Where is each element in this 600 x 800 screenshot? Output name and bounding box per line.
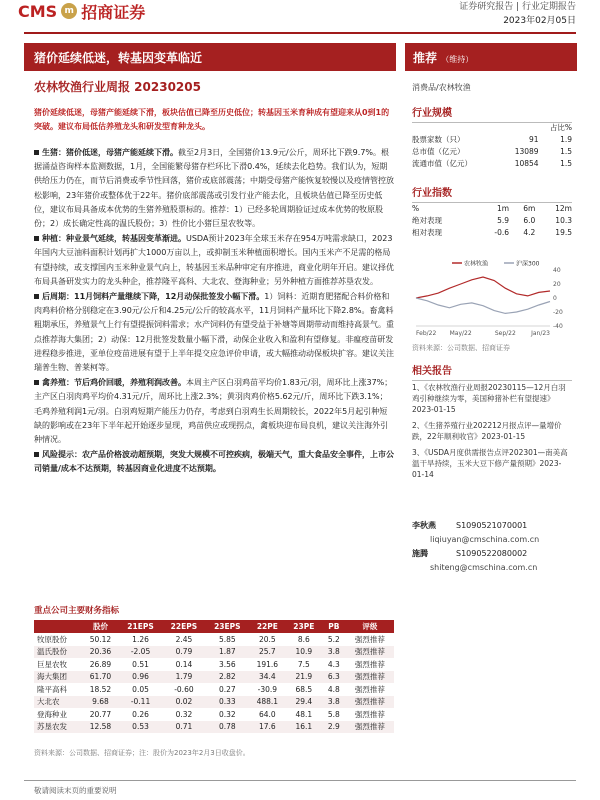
analyst-name: 施腾 bbox=[412, 549, 428, 558]
report-link[interactable]: 2、《生猪养殖行业202212月报点评—量增价跌，22年顺利收官》2023-01-15 bbox=[412, 421, 562, 441]
table-cell: 1.87 bbox=[206, 646, 249, 659]
company-name: 大北农 bbox=[34, 696, 82, 709]
y-tick-label: -40 bbox=[553, 323, 563, 330]
bullet-icon bbox=[34, 380, 39, 385]
table-header-row bbox=[412, 202, 572, 214]
report-link[interactable]: 1、《农林牧渔行业周报20230115—12月白羽鸡引种继续为零，美国种猪补栏有望提速》2023-01-15 bbox=[412, 383, 566, 414]
analyst-email[interactable]: shiteng@cmschina.com.cn bbox=[430, 563, 538, 572]
table-row bbox=[34, 696, 394, 709]
scale-title: 行业规模 bbox=[412, 104, 572, 123]
paragraph bbox=[34, 376, 394, 447]
table-header: PB bbox=[322, 620, 346, 633]
rating-label: 推荐 bbox=[413, 51, 438, 65]
table-cell: 1.26 bbox=[132, 634, 149, 644]
chart-source: 资料来源：公司数据、招商证券 bbox=[412, 344, 510, 352]
table-cell: 3.8 bbox=[322, 696, 346, 709]
table-cell: 6.3 bbox=[322, 671, 346, 684]
table-cell: 0.14 bbox=[175, 659, 193, 669]
company-name: 巨星农牧 bbox=[37, 659, 67, 669]
table-cell: 20.77 bbox=[89, 709, 112, 719]
table-cell: 34.4 bbox=[249, 671, 286, 684]
company-name: 海大集团 bbox=[34, 671, 82, 684]
table-cell: 1.79 bbox=[162, 671, 205, 684]
broker-logo bbox=[18, 0, 218, 22]
reports-title: 相关报告 bbox=[412, 362, 572, 381]
bullet-icon bbox=[34, 150, 39, 155]
paragraph-lead: 风险提示：农产品价格波动超预期，突发大规模不可控疾病，极端天气，重大食品安全事件，上市公司销量/成本不达预期，转基因商业化进度不达预期。 bbox=[34, 450, 394, 474]
rating-box bbox=[405, 43, 577, 71]
index-label: 相对表现 bbox=[412, 227, 442, 237]
analyst-cert: S1090521070001 bbox=[456, 521, 528, 530]
index-header: 1m bbox=[496, 203, 510, 213]
table-cell: 0.78 bbox=[206, 721, 249, 734]
report-link[interactable]: 3、《USDA月度供需报告点评202301—南美高温干旱持续，玉米大豆下修产量预期》2023-01-14 bbox=[412, 448, 568, 479]
scale-pct: 1.5 bbox=[560, 146, 572, 156]
analyst-name: 李秋燕 bbox=[412, 521, 436, 530]
index-chart bbox=[412, 258, 572, 338]
table-cell: 0.32 bbox=[175, 709, 193, 719]
scale-header-row bbox=[412, 121, 572, 133]
table-row bbox=[412, 226, 572, 238]
paragraph bbox=[34, 448, 394, 476]
index-header: 6m bbox=[523, 203, 536, 213]
paragraph-text: USDA预计2023年全球玉米存在954万吨需求缺口，2023年国内大豆油料面积计划再扩大1000万亩以上，或抑制玉米种植面积增长。国内玉米产不足需的格局有望持续，或支撑国内玉米种业景气向上，转基因玉米品种审定有序推进，商业化明年开启。建议择优布局具备研发实力的龙头种企，推荐隆平高科、大北农、登海种业；另外种植方面推荐苏垦农发。 bbox=[34, 234, 394, 286]
table-cell: 191.6 bbox=[256, 659, 279, 669]
scale-table bbox=[412, 121, 572, 169]
paragraph-lead: 生猪：猪价低迷，母猪产能延续下滑。 bbox=[42, 148, 178, 157]
table-cell: 0.27 bbox=[218, 684, 236, 694]
table-cell: 17.6 bbox=[249, 721, 286, 734]
report-body bbox=[34, 146, 394, 478]
paragraph bbox=[34, 146, 394, 231]
table-header: 23PE bbox=[286, 620, 322, 633]
table-header: 21EPS bbox=[119, 620, 162, 633]
table-cell: 21.9 bbox=[286, 671, 322, 684]
table-cell: 61.70 bbox=[82, 671, 119, 684]
table-row bbox=[34, 721, 394, 734]
y-tick-label: 40 bbox=[553, 267, 561, 274]
bullet-icon bbox=[34, 236, 39, 241]
index-value: 4.2 bbox=[523, 227, 536, 237]
table-cell: -30.9 bbox=[257, 684, 278, 694]
related-reports bbox=[412, 382, 572, 485]
table-cell: 强烈推荐 bbox=[346, 696, 394, 709]
index-header: 12m bbox=[555, 203, 572, 213]
analyst-list bbox=[412, 519, 572, 575]
index-value: -0.6 bbox=[494, 227, 510, 237]
index-label: 绝对表现 bbox=[412, 215, 442, 225]
table-title: 重点公司主要财务指标 bbox=[34, 606, 120, 616]
report-type: 证券研究报告 | 行业定期报告 bbox=[459, 2, 576, 12]
index-header: % bbox=[412, 203, 420, 213]
table-row bbox=[412, 157, 572, 169]
table-cell: 488.1 bbox=[249, 696, 286, 709]
company-name: 苏垦农发 bbox=[34, 721, 82, 734]
table-header: 22EPS bbox=[162, 620, 205, 633]
table-cell: -0.60 bbox=[174, 684, 194, 694]
report-date: 2023年02月05日 bbox=[503, 16, 576, 26]
footer-note: 敬请阅读末页的重要说明 bbox=[34, 786, 117, 795]
series-line bbox=[416, 298, 550, 313]
legend-label: 农林牧渔 bbox=[464, 260, 489, 268]
page-title: 农林牧渔行业周报 20230205 bbox=[34, 80, 201, 94]
x-tick-label: Sep/22 bbox=[494, 330, 516, 337]
logo-badge-icon: m bbox=[61, 3, 77, 19]
table-cell: 0.26 bbox=[132, 709, 149, 719]
index-value: 5.9 bbox=[497, 215, 510, 225]
company-name: 牧原股份 bbox=[37, 634, 67, 644]
x-tick-label: Feb/22 bbox=[416, 330, 437, 337]
table-header-blank bbox=[34, 620, 82, 633]
table-cell: 0.32 bbox=[218, 709, 236, 719]
index-title: 行业指数 bbox=[412, 184, 572, 203]
table-cell: 0.96 bbox=[119, 671, 162, 684]
table-cell: 20.36 bbox=[82, 646, 119, 659]
table-cell: 9.68 bbox=[82, 696, 119, 709]
financial-table bbox=[34, 620, 394, 733]
table-row bbox=[34, 646, 394, 659]
company-name: 登海种业 bbox=[37, 709, 67, 719]
summary-text: 猪价延续低迷，母猪产能延续下滑，板块估值已降至历史低位；转基因玉米育种成有望迎来从0到1的突破。建议布局低估养殖龙头和研发型育种龙头。 bbox=[34, 108, 390, 131]
y-tick-label: 0 bbox=[553, 295, 557, 302]
table-cell: 29.4 bbox=[286, 696, 322, 709]
table-cell: 0.33 bbox=[206, 696, 249, 709]
table-cell: -2.05 bbox=[119, 646, 162, 659]
table-row bbox=[34, 708, 394, 721]
series-line bbox=[416, 277, 550, 298]
bullet-icon bbox=[34, 452, 39, 457]
logo-cms-text: CMS bbox=[18, 1, 58, 21]
paragraph-lead: 禽养殖：节后鸡价回暖，养殖利润改善。 bbox=[42, 378, 186, 388]
table-row bbox=[34, 683, 394, 696]
paragraph-text: 本周主产区白羽鸡苗平均价1.83元/羽，周环比上涨37%；主产区白羽肉鸡平均价4.31元/斤，周环比上涨2.3%；黄羽肉鸡价格5.62元/斤，周环比下跌3.1%；毛鸡养殖利润1元/羽。白羽鸡短期产能压力仍存，考虑到白羽鸡生长周期较长，2022年5月起引种短缺的影响或在23年下半年起开始逐步显现，鸡苗供应或现拐点，禽板块迎布局良机，建议关注海外引种情况。 bbox=[34, 378, 393, 445]
bullet-icon bbox=[34, 294, 39, 299]
footer-divider bbox=[24, 780, 576, 781]
table-cell: 强烈推荐 bbox=[354, 684, 385, 694]
table-cell: 16.1 bbox=[286, 721, 322, 734]
table-cell: 7.5 bbox=[297, 659, 310, 669]
index-table bbox=[412, 202, 572, 238]
table-header-row bbox=[34, 620, 394, 633]
table-cell: 2.9 bbox=[322, 721, 346, 734]
table-cell: -0.11 bbox=[119, 696, 162, 709]
table-source: 资料来源：公司数据、招商证券；注：股价为2023年2月3日收盘价。 bbox=[34, 749, 250, 757]
index-value: 10.3 bbox=[555, 215, 572, 225]
analyst-entry bbox=[412, 519, 572, 547]
table-cell: 0.71 bbox=[162, 721, 205, 734]
paragraph-lead: 种植：种业景气延续，转基因变革渐进。 bbox=[42, 234, 186, 244]
table-header: 22PE bbox=[249, 620, 286, 633]
table-cell: 0.02 bbox=[162, 696, 205, 709]
table-cell: 18.52 bbox=[89, 684, 112, 694]
sector-label: 消费品/农林牧渔 bbox=[412, 83, 471, 92]
table-cell: 0.05 bbox=[132, 684, 149, 694]
table-cell: 3.56 bbox=[218, 659, 236, 669]
table-cell: 强烈推荐 bbox=[346, 671, 394, 684]
analyst-email[interactable]: liqiuyan@cmschina.com.cn bbox=[430, 535, 540, 544]
scale-label: 总市值（亿元） bbox=[412, 146, 465, 156]
scale-value: 13089 bbox=[514, 146, 539, 156]
table-row bbox=[34, 658, 394, 671]
table-row bbox=[34, 671, 394, 684]
company-name: 隆平高科 bbox=[37, 684, 67, 694]
index-value: 6.0 bbox=[523, 215, 536, 225]
table-cell: 50.12 bbox=[89, 634, 112, 644]
y-tick-label: 20 bbox=[553, 281, 561, 288]
paragraph-lead: 后周期：11月饲料产量继续下降，12月动保批签发小幅下滑。 bbox=[42, 292, 265, 302]
paragraph-text: 截至2月3日，全国猪价13.9元/公斤，周环比下跌9.7%。根据涌益咨询样本监测数据，1月，全国能繁母猪存栏环比下滑0.4%，延续去化趋势。我们认为，短期供给压力仍在，而节后消费或季节性回落，猪价或底部震荡；中期受母猪产能恢复较慢以及疫情管控放松影响，23年猪价或整体优于22年。猪价底部震荡或引发行业产能去化，且板块估值已降至历史低位，建议布局具备成本优势的生猪养殖股票标的。推荐：1）已经多轮周期验证过成本优势的牧原股份；2）成长确定性高的温氏股份；3）性价比小猪巨星农牧等。 bbox=[34, 148, 394, 229]
table-cell: 5.2 bbox=[327, 634, 340, 644]
paragraph bbox=[34, 290, 394, 375]
company-name: 温氏股份 bbox=[34, 646, 82, 659]
table-row bbox=[34, 633, 394, 646]
table-cell: 强烈推荐 bbox=[346, 721, 394, 734]
analyst-entry bbox=[412, 547, 572, 575]
table-cell: 5.8 bbox=[327, 709, 340, 719]
scale-pct: 1.9 bbox=[560, 134, 572, 144]
scale-value: 91 bbox=[529, 134, 539, 144]
table-cell: 48.1 bbox=[295, 709, 313, 719]
table-cell: 强烈推荐 bbox=[346, 646, 394, 659]
table-cell: 3.8 bbox=[322, 646, 346, 659]
table-cell: 5.85 bbox=[218, 634, 236, 644]
table-header: 评级 bbox=[346, 620, 394, 633]
table-cell: 20.5 bbox=[259, 634, 276, 644]
rating-note: （维持） bbox=[441, 55, 474, 64]
x-tick-label: Jan/23 bbox=[531, 330, 550, 337]
scale-pct: 1.5 bbox=[560, 158, 572, 168]
table-cell: 强烈推荐 bbox=[354, 709, 385, 719]
table-row bbox=[412, 214, 572, 226]
table-cell: 12.58 bbox=[82, 721, 119, 734]
scale-label: 股票家数（只） bbox=[412, 134, 465, 144]
table-header: 23EPS bbox=[206, 620, 249, 633]
paragraph bbox=[34, 232, 394, 289]
header-divider bbox=[24, 32, 576, 34]
table-cell: 4.3 bbox=[327, 659, 340, 669]
table-cell: 强烈推荐 bbox=[354, 634, 385, 644]
table-cell: 4.8 bbox=[327, 684, 340, 694]
scale-label: 流通市值（亿元） bbox=[412, 158, 472, 168]
table-cell: 10.9 bbox=[286, 646, 322, 659]
table-header: 股价 bbox=[82, 620, 119, 633]
scale-pct-header: 占比% bbox=[549, 122, 572, 132]
table-row bbox=[412, 145, 572, 157]
table-cell: 8.6 bbox=[297, 634, 310, 644]
paragraph-text: 1）饲料：近期育肥猪配合料价格和肉鸡料价格分别稳定在3.90元/公斤和4.25元/公斤的较高水平，11月饲料产量环比下降2.8%。畜禽料粗期承压，养殖景气上行有望提振饲料需求；水产饲料仍有望受益于补塘等周期带动而维持高景气。重点推荐海大集团；2）动保：12月批签发数量小幅下滑，动保企业收入和盈利有望修复。非瘟疫苗研发进程稳步推进，亚单位疫苗进展有望于上半年提交应急评价申请，或大幅推动动保板块扩容。建议关注瑞普生物、普莱柯等。 bbox=[34, 292, 394, 373]
analyst-cert: S1090522080002 bbox=[456, 549, 528, 558]
table-cell: 64.0 bbox=[259, 709, 276, 719]
table-cell: 68.5 bbox=[295, 684, 313, 694]
table-cell: 0.53 bbox=[119, 721, 162, 734]
table-cell: 25.7 bbox=[249, 646, 286, 659]
legend-label: 沪深300 bbox=[516, 260, 540, 268]
table-cell: 强烈推荐 bbox=[354, 659, 385, 669]
scale-value: 10854 bbox=[514, 158, 539, 168]
table-cell: 0.51 bbox=[132, 659, 149, 669]
index-value: 19.5 bbox=[555, 227, 572, 237]
y-tick-label: -20 bbox=[553, 309, 563, 316]
table-cell: 2.82 bbox=[206, 671, 249, 684]
logo-cn-text: 招商证券 bbox=[81, 2, 146, 22]
x-tick-label: May/22 bbox=[449, 330, 472, 337]
headline-banner: 猪价延续低迷，转基因变革临近 bbox=[24, 43, 396, 71]
table-cell: 26.89 bbox=[89, 659, 112, 669]
table-cell: 0.79 bbox=[162, 646, 205, 659]
table-row bbox=[412, 133, 572, 145]
table-cell: 2.45 bbox=[175, 634, 193, 644]
